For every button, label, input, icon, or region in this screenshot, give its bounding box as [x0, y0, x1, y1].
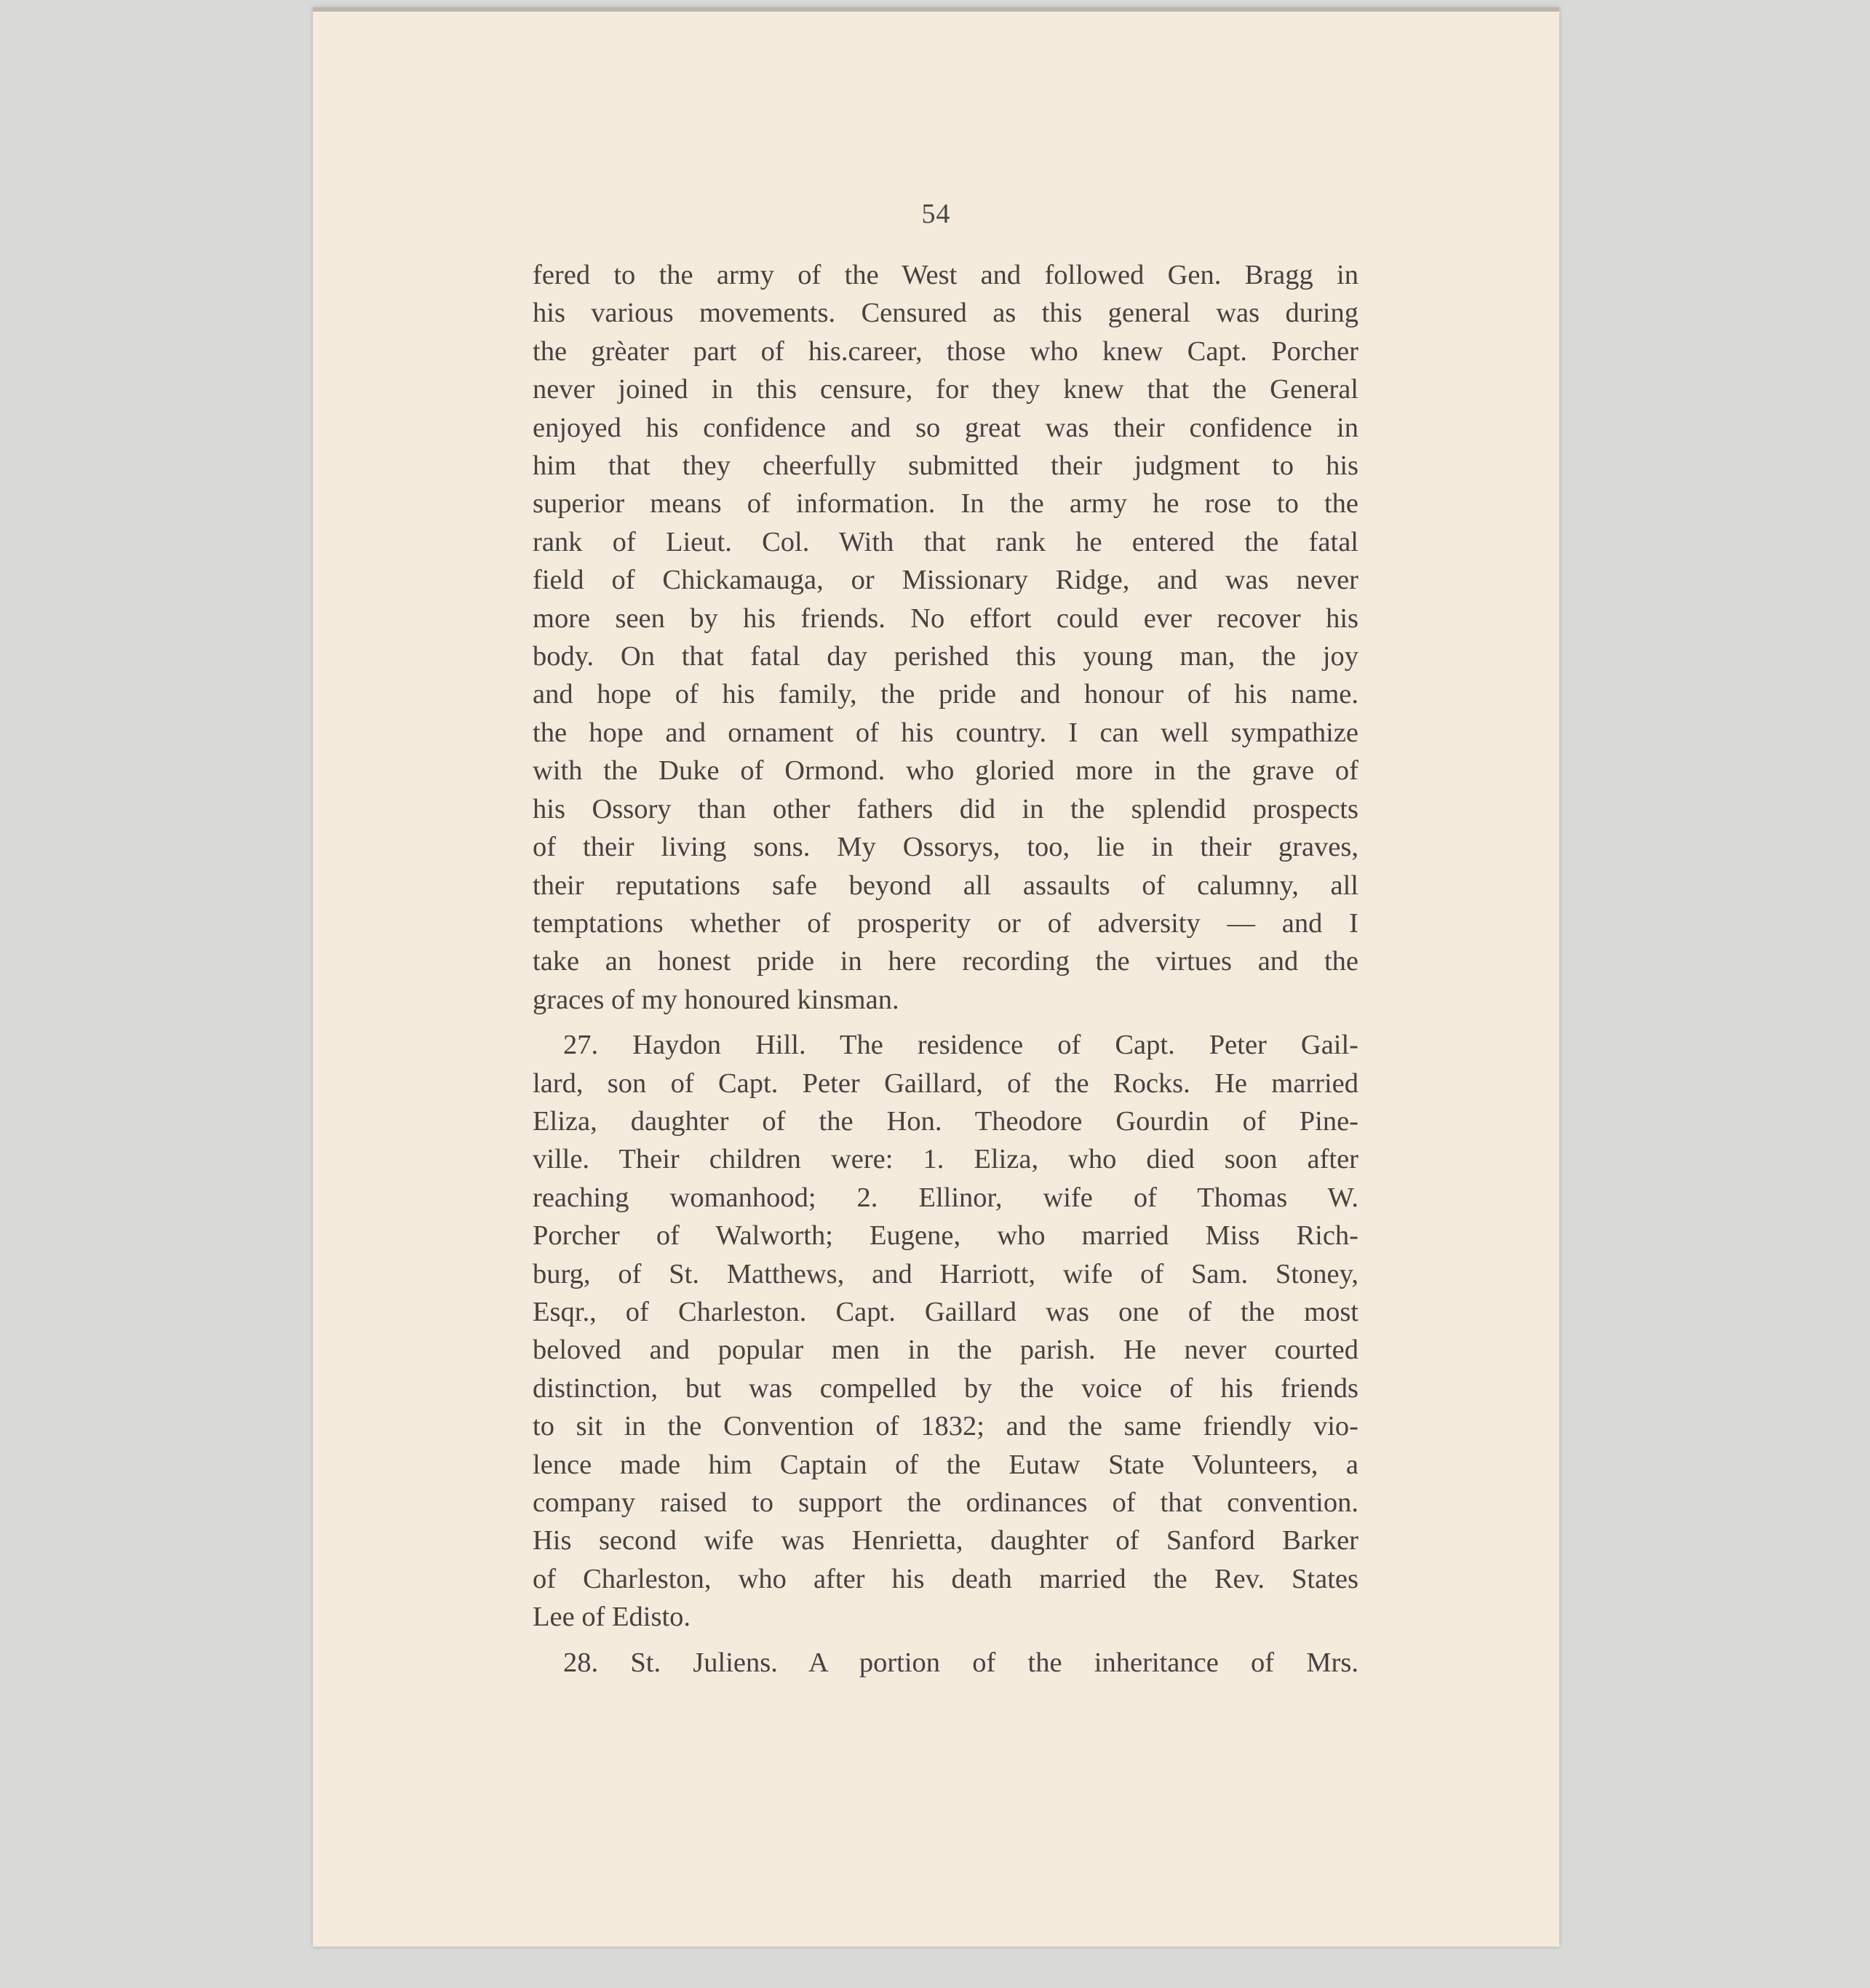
text-line: more seen by his friends. No effort could ever recover his [533, 603, 1358, 634]
text-line: distinction, but was compelled by the voice of his friends [533, 1372, 1358, 1404]
book-page [313, 7, 1559, 1947]
paragraph-2 [533, 1026, 1358, 1637]
text-line: graces of my honoured kinsman. [533, 984, 899, 1015]
text-line: the grèater part of his.career, those who knew Capt. Porcher [533, 335, 1358, 367]
text-line: enjoyed his confidence and so great was their confidence in [533, 412, 1358, 443]
text-line: Eliza, daughter of the Hon. Theodore Gourdin of Pine- [533, 1105, 1358, 1137]
text-line: fered to the army of the West and followed Gen. Bragg in [533, 260, 1358, 290]
text-line: lence made him Captain of the Eutaw State Volunteers, a [533, 1449, 1358, 1480]
text-line: his Ossory than other fathers did in the splendid prospects [533, 793, 1358, 824]
text-line: temptations whether of prosperity or of adversity — and I [533, 907, 1358, 939]
text-line: never joined in this censure, for they knew that the General [533, 374, 1358, 405]
text-line: with the Duke of Ormond. who gloried more in the grave of [533, 755, 1358, 787]
text-line: to sit in the Convention of 1832; and the same friendly vio- [533, 1411, 1358, 1442]
text-line: and hope of his family, the pride and honour of his name. [533, 679, 1358, 710]
text-line: take an honest pride in here recording the virtues and the [533, 946, 1358, 977]
text-line: the hope and ornament of his country. I can well sympathize [533, 717, 1358, 748]
text-line: of their living sons. My Ossorys, too, lie in their graves, [533, 832, 1358, 863]
text-line: Porcher of Walworth; Eugene, who married Miss Rich- [533, 1220, 1358, 1252]
text-line: burg, of St. Matthews, and Harriott, wife of Sam. Stoney, [533, 1258, 1358, 1289]
text-line: company raised to support the ordinances of that convention. [533, 1487, 1358, 1518]
text-line: superior means of information. In the army he rose to the [533, 488, 1358, 520]
text-line: him that they cheerfully submitted their judgment to his [533, 450, 1358, 482]
text-line: reaching womanhood; 2. Ellinor, wife of Thomas W. [533, 1182, 1358, 1213]
text-line: ville. Their children were: 1. Eliza, who died soon after [533, 1144, 1358, 1175]
paragraph-3 [533, 1644, 1358, 1682]
text-line: rank of Lieut. Col. With that rank he entered the fatal [533, 526, 1358, 557]
text-line: 28. St. Juliens. A portion of the inheritance of Mrs. [563, 1647, 1358, 1678]
text-line: his various movements. Censured as this general was during [533, 298, 1358, 329]
text-line: body. On that fatal day perished this young man, the joy [533, 641, 1358, 672]
text-line: their reputations safe beyond all assaults of calumny, all [533, 870, 1358, 901]
text-line: of Charleston, who after his death married the Rev. States [533, 1563, 1358, 1594]
text-line: Lee of Edisto. [533, 1602, 691, 1633]
paragraph-1 [533, 256, 1358, 1019]
text-line: Esqr., of Charleston. Capt. Gaillard was one of the most [533, 1296, 1358, 1327]
text-line: His second wife was Henrietta, daughter of Sanford Barker [533, 1525, 1358, 1556]
page-number: 54 [921, 199, 951, 229]
page-text [533, 256, 1358, 1682]
text-line: beloved and popular men in the parish. He never courted [533, 1335, 1358, 1366]
text-line: 27. Haydon Hill. The residence of Capt. Peter Gail- [563, 1030, 1358, 1061]
text-line: field of Chickamauga, or Missionary Ridge, and was never [533, 565, 1358, 596]
text-line: lard, son of Capt. Peter Gaillard, of the Rocks. He married [533, 1067, 1358, 1099]
